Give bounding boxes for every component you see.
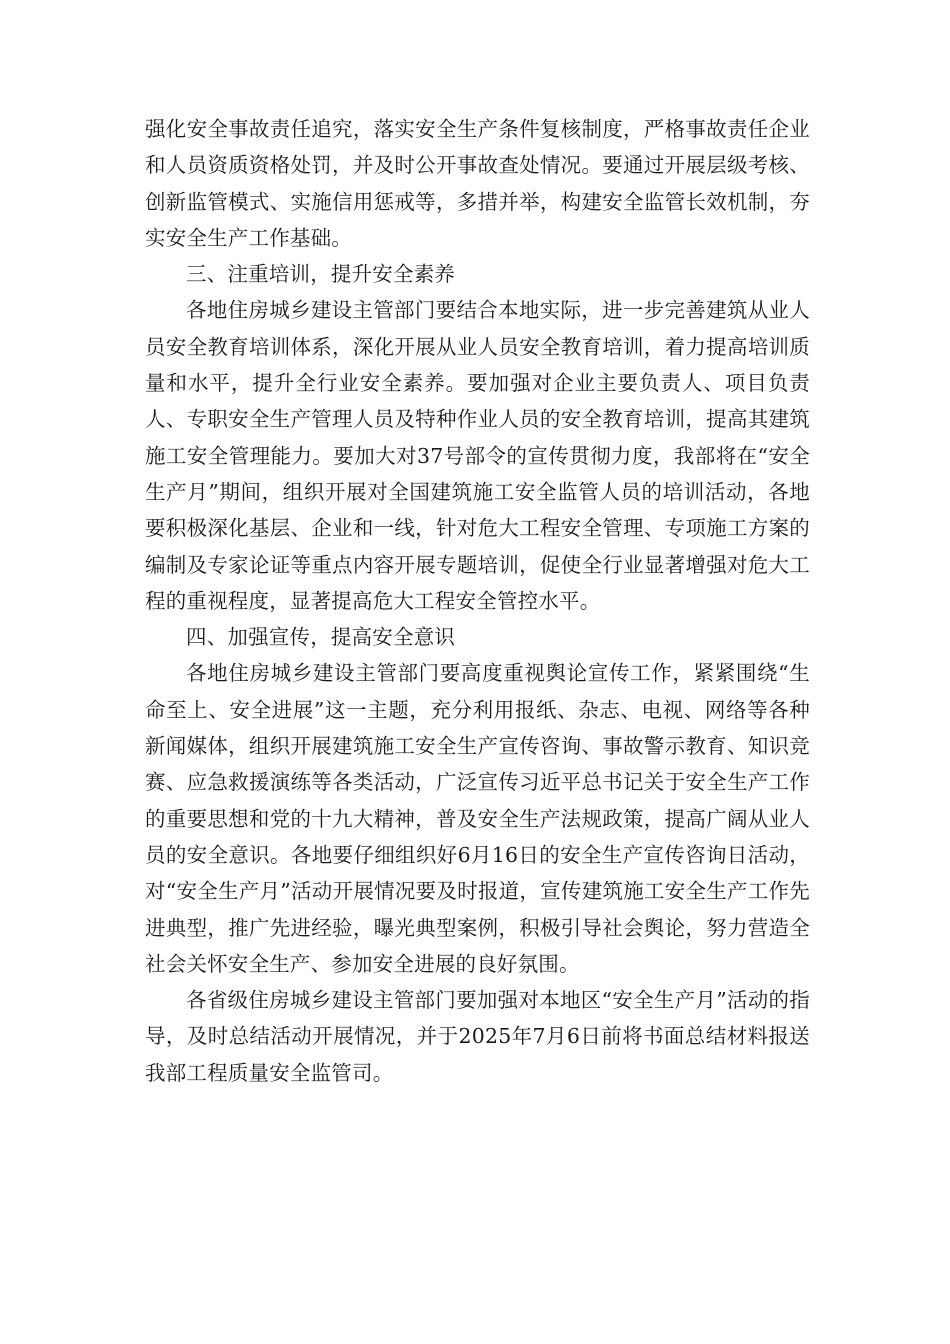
section-heading-training: 三、注重培训，提升安全素养 — [186, 262, 456, 287]
paragraph-training: 各地住房城乡建设主管部门要结合本地实际，进一步完善建筑从业人员安全教育培训体系，深化开展从业人员安全教育培训，着力提高培训质量和水平，提升全行业安全素养。要加强对企业主要负责人、项目负责人、专职安全生产管理人员及特种作业人员的安全教育培训，提高其建筑施工安全管理能力。要加大对37号部令的宣传贯彻力度，我部将在“安全生产月”期间，组织开展对全国建筑施工安全监管人员的培训活动，各地要积极深化基层、企业和一线，针对危大工程安全管理、专项施工方案的编制及专家论证等重点内容开展专题培训，促使全行业显著增强对危大工程的重视程度，显著提高危大工程安全管控水平。 — [145, 298, 810, 613]
document-page — [145, 111, 810, 1091]
paragraph-publicity: 各地住房城乡建设主管部门要高度重视舆论宣传工作，紧紧围绕“生命至上、安全进展”这一主题，充分利用报纸、杂志、电视、网络等各种新闻媒体，组织开展建筑施工安全生产宣传咨询、事故警示教育、知识竞赛、应急救援演练等各类活动，广泛宣传习近平总书记关于安全生产工作的重要思想和党的十九大精神，普及安全生产法规政策，提高广阔从业人员的安全意识。各地要仔细组织好6月16日的安全生产宣传咨询日活动，对“安全生产月”活动开展情况要及时报道，宣传建筑施工安全生产工作先进典型，推广先进经验，曝光典型案例，积极引导社会舆论，努力营造全社会关怀安全生产、参加安全进展的良好氛围。 — [145, 661, 810, 976]
paragraph-accountability-continued: 强化安全事故责任追究，落实安全生产条件复核制度，严格事故责任企业和人员资质资格处罚，并及时公开事故查处情况。要通过开展层级考核、创新监管模式、实施信用惩戒等，多措并举，构建安全监管长效机制，夯实安全生产工作基础。 — [145, 117, 810, 250]
paragraph-summary-report: 各省级住房城乡建设主管部门要加强对本地区“安全生产月”活动的指导，及时总结活动开展情况，并于2025年7月6日前将书面总结材料报送我部工程质量安全监管司。 — [145, 988, 810, 1085]
section-heading-publicity: 四、加强宣传，提高安全意识 — [186, 625, 456, 650]
